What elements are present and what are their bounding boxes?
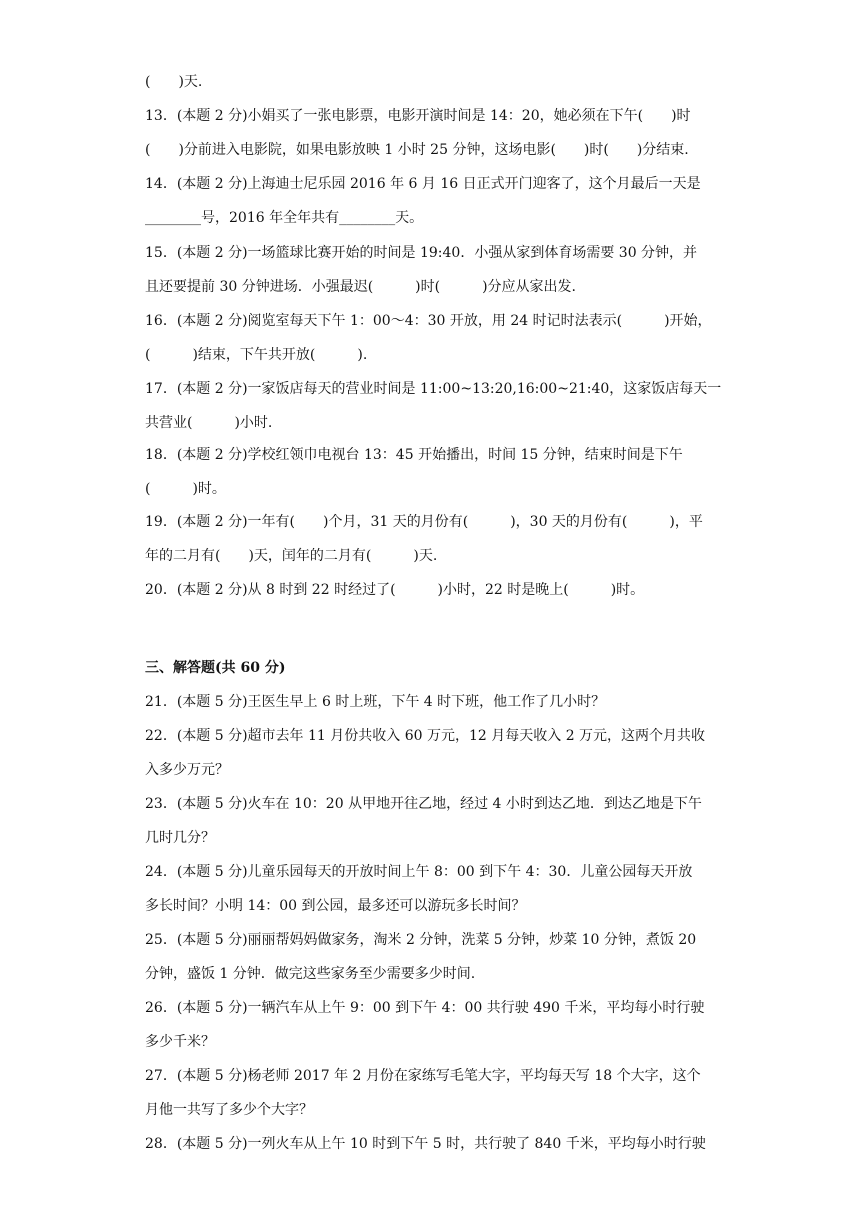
question-23-line-2: 几时几分？ [145, 830, 215, 846]
question-27-line-2: 月他一共写了多少个大字？ [145, 1102, 313, 1118]
question-15-line-2: 且还要提前 30 分钟进场．小强最迟( )时( )分应从家出发. [145, 279, 577, 295]
question-14-line-1: 14．(本题 2 分)上海迪士尼乐园 2016 年 6 月 16 日正式开门迎客了，这个月最后一天是 [145, 176, 701, 192]
question-18-line-1: 18．(本题 2 分)学校红领巾电视台 13：45 开始播出，时间 15 分钟，结束时间是下午 [145, 447, 683, 463]
question-22-line-2: 入多少万元？ [145, 762, 229, 778]
question-14-line-2: ________号，2016 年全年共有________天。 [145, 210, 424, 226]
question-26-line-1: 26．(本题 5 分)一辆汽车从上午 9：00 到下午 4：00 共行驶 490 千米，平均每小时行驶 [145, 1000, 705, 1016]
question-25-line-1: 25．(本题 5 分)丽丽帮妈妈做家务，淘米 2 分钟，洗菜 5 分钟，炒菜 10 分钟，煮饭 20 [145, 932, 697, 948]
question-17-line-1: 17．(本题 2 分)一家饭店每天的营业时间是 11:00~13:20,16:00~21:40，这家饭店每天一 [145, 381, 722, 397]
question-16-line-1: 16．(本题 2 分)阅览室每天下午 1：00～4：30 开放，用 24 时记时法表示( )开始， [145, 313, 712, 329]
question-16-line-2: ( )结束，下午共开放( ). [145, 347, 368, 363]
question-19-line-2: 年的二月有( )天，闰年的二月有( )天. [145, 548, 438, 564]
question-20-line: 20．(本题 2 分)从 8 时到 22 时经过了( )小时，22 时是晚上( )时。 [145, 582, 645, 598]
question-24-line-2: 多长时间？小明 14：00 到公园，最多还可以游玩多长时间？ [145, 898, 526, 914]
question-23-line-1: 23．(本题 5 分)火车在 10：20 从甲地开往乙地，经过 4 小时到达乙地．到达乙地是下午 [145, 796, 702, 812]
text-line: ( )天. [145, 74, 203, 90]
question-27-line-1: 27．(本题 5 分)杨老师 2017 年 2 月份在家练写毛笔大字，平均每天写 18 个大字，这个 [145, 1068, 701, 1084]
question-26-line-2: 多少千米？ [145, 1034, 215, 1050]
question-22-line-1: 22．(本题 5 分)超市去年 11 月份共收入 60 万元，12 月每天收入 2 万元，这两个月共收 [145, 728, 706, 744]
question-28-line-1: 28．(本题 5 分)一列火车从上午 10 时到下午 5 时，共行驶了 840 千米，平均每小时行驶 [145, 1136, 706, 1152]
question-13-line-1: 13．(本题 2 分)小娟买了一张电影票，电影开演时间是 14：20，她必须在下午( )时 [145, 108, 691, 124]
section-title: 三、解答题(共 60 分) [145, 660, 286, 676]
question-25-line-2: 分钟，盛饭 1 分钟．做完这些家务至少需要多少时间. [145, 966, 476, 982]
question-13-line-2: ( )分前进入电影院，如果电影放映 1 小时 25 分钟，这场电影( )时( )分结束. [145, 142, 689, 158]
question-15-line-1: 15．(本题 2 分)一场篮球比赛开始的时间是 19:40．小强从家到体育场需要 30 分钟，并 [145, 245, 698, 261]
question-18-line-2: ( )时。 [145, 481, 226, 497]
question-21-line: 21．(本题 5 分)王医生早上 6 时上班，下午 4 时下班，他工作了几小时？ [145, 694, 606, 710]
question-19-line-1: 19．(本题 2 分)一年有( )个月，31 天的月份有( )，30 天的月份有( )，平 [145, 514, 703, 530]
question-24-line-1: 24．(本题 5 分)儿童乐园每天的开放时间上午 8：00 到下午 4：30．儿童公园每天开放 [145, 864, 693, 880]
question-17-line-2: 共营业( )小时. [145, 415, 273, 431]
